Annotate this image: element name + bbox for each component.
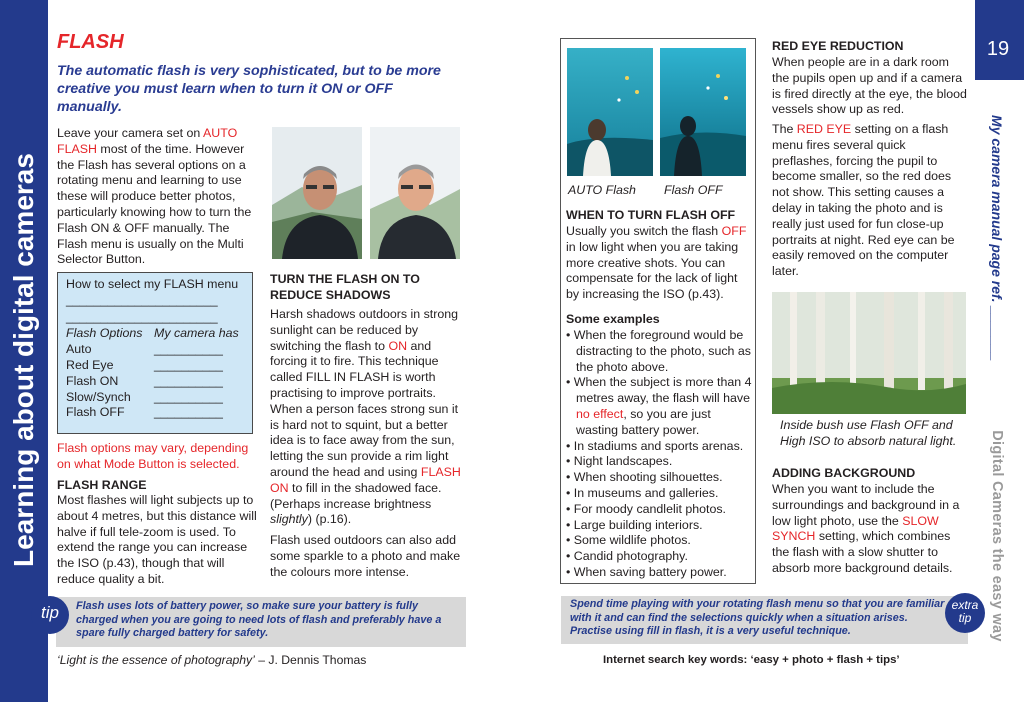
manual-page-ref: My camera manual page ref. _______ bbox=[988, 115, 1005, 361]
red-eye-text: When people are in a dark room the pupils open up and if a camera is fired directly at the eye, the blood vessels show up as red. bbox=[772, 55, 967, 117]
extra-tip-label: tip bbox=[958, 611, 972, 625]
worksheet-blank-line[interactable]: ______________________ bbox=[66, 292, 218, 307]
forest-photo bbox=[772, 292, 966, 414]
option-red-eye: Red Eye bbox=[66, 357, 114, 372]
list-item: • When the foreground would be distracting to the photo, such as the photo above. bbox=[566, 328, 751, 374]
search-keywords: Internet search key words: ‘easy + photo + flash + tips’ bbox=[603, 654, 900, 666]
fill-blank[interactable]: __________ bbox=[154, 405, 223, 420]
camera-column-header: My camera has bbox=[154, 326, 239, 341]
flash-menu-worksheet bbox=[57, 272, 253, 434]
worksheet-blank-line[interactable]: ______________________ bbox=[66, 309, 218, 324]
list-item: • Night landscapes. bbox=[566, 454, 673, 469]
list-item: • When the subject is more than 4 metres away, the flash will have no effect, so you are just wasting battery power. bbox=[566, 375, 752, 437]
intro-text: The automatic flash is very sophisticated, but to be more creative you must learn when to turn it ON or OFF manually. bbox=[57, 63, 441, 115]
examples-list bbox=[566, 328, 756, 581]
tip-badge: tip bbox=[31, 596, 69, 634]
option-auto: Auto bbox=[66, 342, 92, 357]
flash-options-note: Flash options may vary, depending on what Mode Button is selected. bbox=[57, 441, 249, 471]
examples-heading: Some examples bbox=[566, 312, 660, 326]
list-item: • Some wildlife photos. bbox=[566, 533, 691, 548]
caption-flash-off: Flash OFF bbox=[664, 183, 723, 197]
fill-flash-heading: TURN THE FLASH ON TO REDUCE SHADOWS bbox=[270, 272, 420, 302]
fill-blank[interactable]: __________ bbox=[154, 389, 223, 404]
background-heading: ADDING BACKGROUND bbox=[772, 466, 916, 480]
red-eye-setting-text: The RED EYE setting on a flash menu fires several quick preflashes, forcing the pupil to become smaller, so the red does not show. This setting causes a delay in taking the photo and is really just used for fun close-up portraits at night. Red eye can be easily removed on the computer later. bbox=[772, 122, 955, 279]
extra-tip-text: Spend time playing with your rotating flash menu so that you are familiar with it and can find the selections quickly when a situation arises. Practise using fill in flash, it is a very useful technique. bbox=[570, 598, 945, 638]
list-item: • When shooting silhouettes. bbox=[566, 470, 723, 485]
option-flash-on: Flash ON bbox=[66, 373, 119, 388]
flash-range-heading: FLASH RANGE bbox=[57, 478, 147, 492]
intro-paragraph: Leave your camera set on AUTO FLASH most of the time. However the Flash has several options on a rotating menu and learning to use these will produce better photos, particularly knowing how to turn the Flash ON & OFF manually. The Flash menu is usually on the Multi Selector Button. bbox=[57, 126, 252, 267]
page-heading: FLASH bbox=[57, 31, 124, 53]
forest-caption: Inside bush use Flash OFF and High ISO to absorb natural light. bbox=[780, 418, 957, 448]
page-number: 19 bbox=[986, 38, 1010, 60]
worksheet-title: How to select my FLASH menu bbox=[66, 277, 239, 291]
list-item: • In stadiums and sports arenas. bbox=[566, 438, 744, 453]
options-column-header: Flash Options bbox=[66, 326, 143, 341]
option-slow-synch: Slow/Synch bbox=[66, 389, 131, 404]
red-eye-heading: RED EYE REDUCTION bbox=[772, 39, 904, 53]
section-title-vertical: Learning about digital cameras bbox=[8, 153, 40, 567]
fill-blank[interactable]: __________ bbox=[154, 373, 223, 388]
caption-auto-flash: AUTO Flash bbox=[568, 183, 636, 197]
portrait-with-fill-flash bbox=[370, 127, 460, 259]
flash-range-text: Most flashes will light subjects up to about 4 metres, but this distance will halve if full tele-zoom is used. To extend the range you can increase the ISO (p.43), though that will reduce quality a bit. bbox=[57, 493, 257, 586]
when-off-heading: WHEN TO TURN FLASH OFF bbox=[566, 208, 736, 222]
fill-flash-text: Harsh shadows outdoors in strong sunlight can be reduced by switching the flash to ON and forcing it to fire. This technique called FILL IN FLASH is worth practising to improve portraits. When a person faces strong sun it is hard not to squint, but a better idea is to face away from the sun, letting the sun provide a rim light around the head and using FLASH ON to fill in the shadowed face. (Perhaps increase brightness slightly) (p.16). bbox=[270, 307, 461, 527]
list-item: • In museums and galleries. bbox=[566, 485, 719, 500]
list-item: • Large building interiors. bbox=[566, 517, 703, 532]
portrait-without-flash bbox=[272, 127, 362, 259]
when-off-text: Usually you switch the flash OFF in low light when you are taking more creative shots. You can compensate for the lack of light by increasing the ISO (p.43). bbox=[566, 224, 747, 302]
aquarium-auto-flash-photo bbox=[567, 48, 653, 176]
list-item: • For moody candlelit photos. bbox=[566, 501, 726, 516]
extra-tip-label: extra bbox=[951, 598, 979, 612]
tip-text: Flash uses lots of battery power, so make sure your battery is fully charged when you are going to need lots of flash and preferably have a spare fully charged battery for safety. bbox=[76, 600, 442, 640]
photography-quote: ‘Light is the essence of photography’ – J. Dennis Thomas bbox=[57, 653, 367, 667]
option-flash-off: Flash OFF bbox=[66, 405, 125, 420]
list-item: • When saving battery power. bbox=[566, 564, 727, 579]
list-item: • Candid photography. bbox=[566, 549, 688, 564]
extra-tip-badge bbox=[945, 593, 985, 633]
book-title: Digital Cameras the easy way bbox=[988, 430, 1005, 642]
aquarium-flash-off-photo bbox=[660, 48, 746, 176]
background-text: When you want to include the surroundings and background in a low light photo, use the SLOW SYNCH setting, which combines the flash with a slow shutter to absorb more background details. bbox=[772, 482, 960, 575]
fill-blank[interactable]: __________ bbox=[154, 357, 223, 372]
fill-blank[interactable]: __________ bbox=[154, 342, 223, 357]
sparkle-text: Flash used outdoors can also add some sparkle to a photo and make the colours more intense. bbox=[270, 533, 461, 579]
